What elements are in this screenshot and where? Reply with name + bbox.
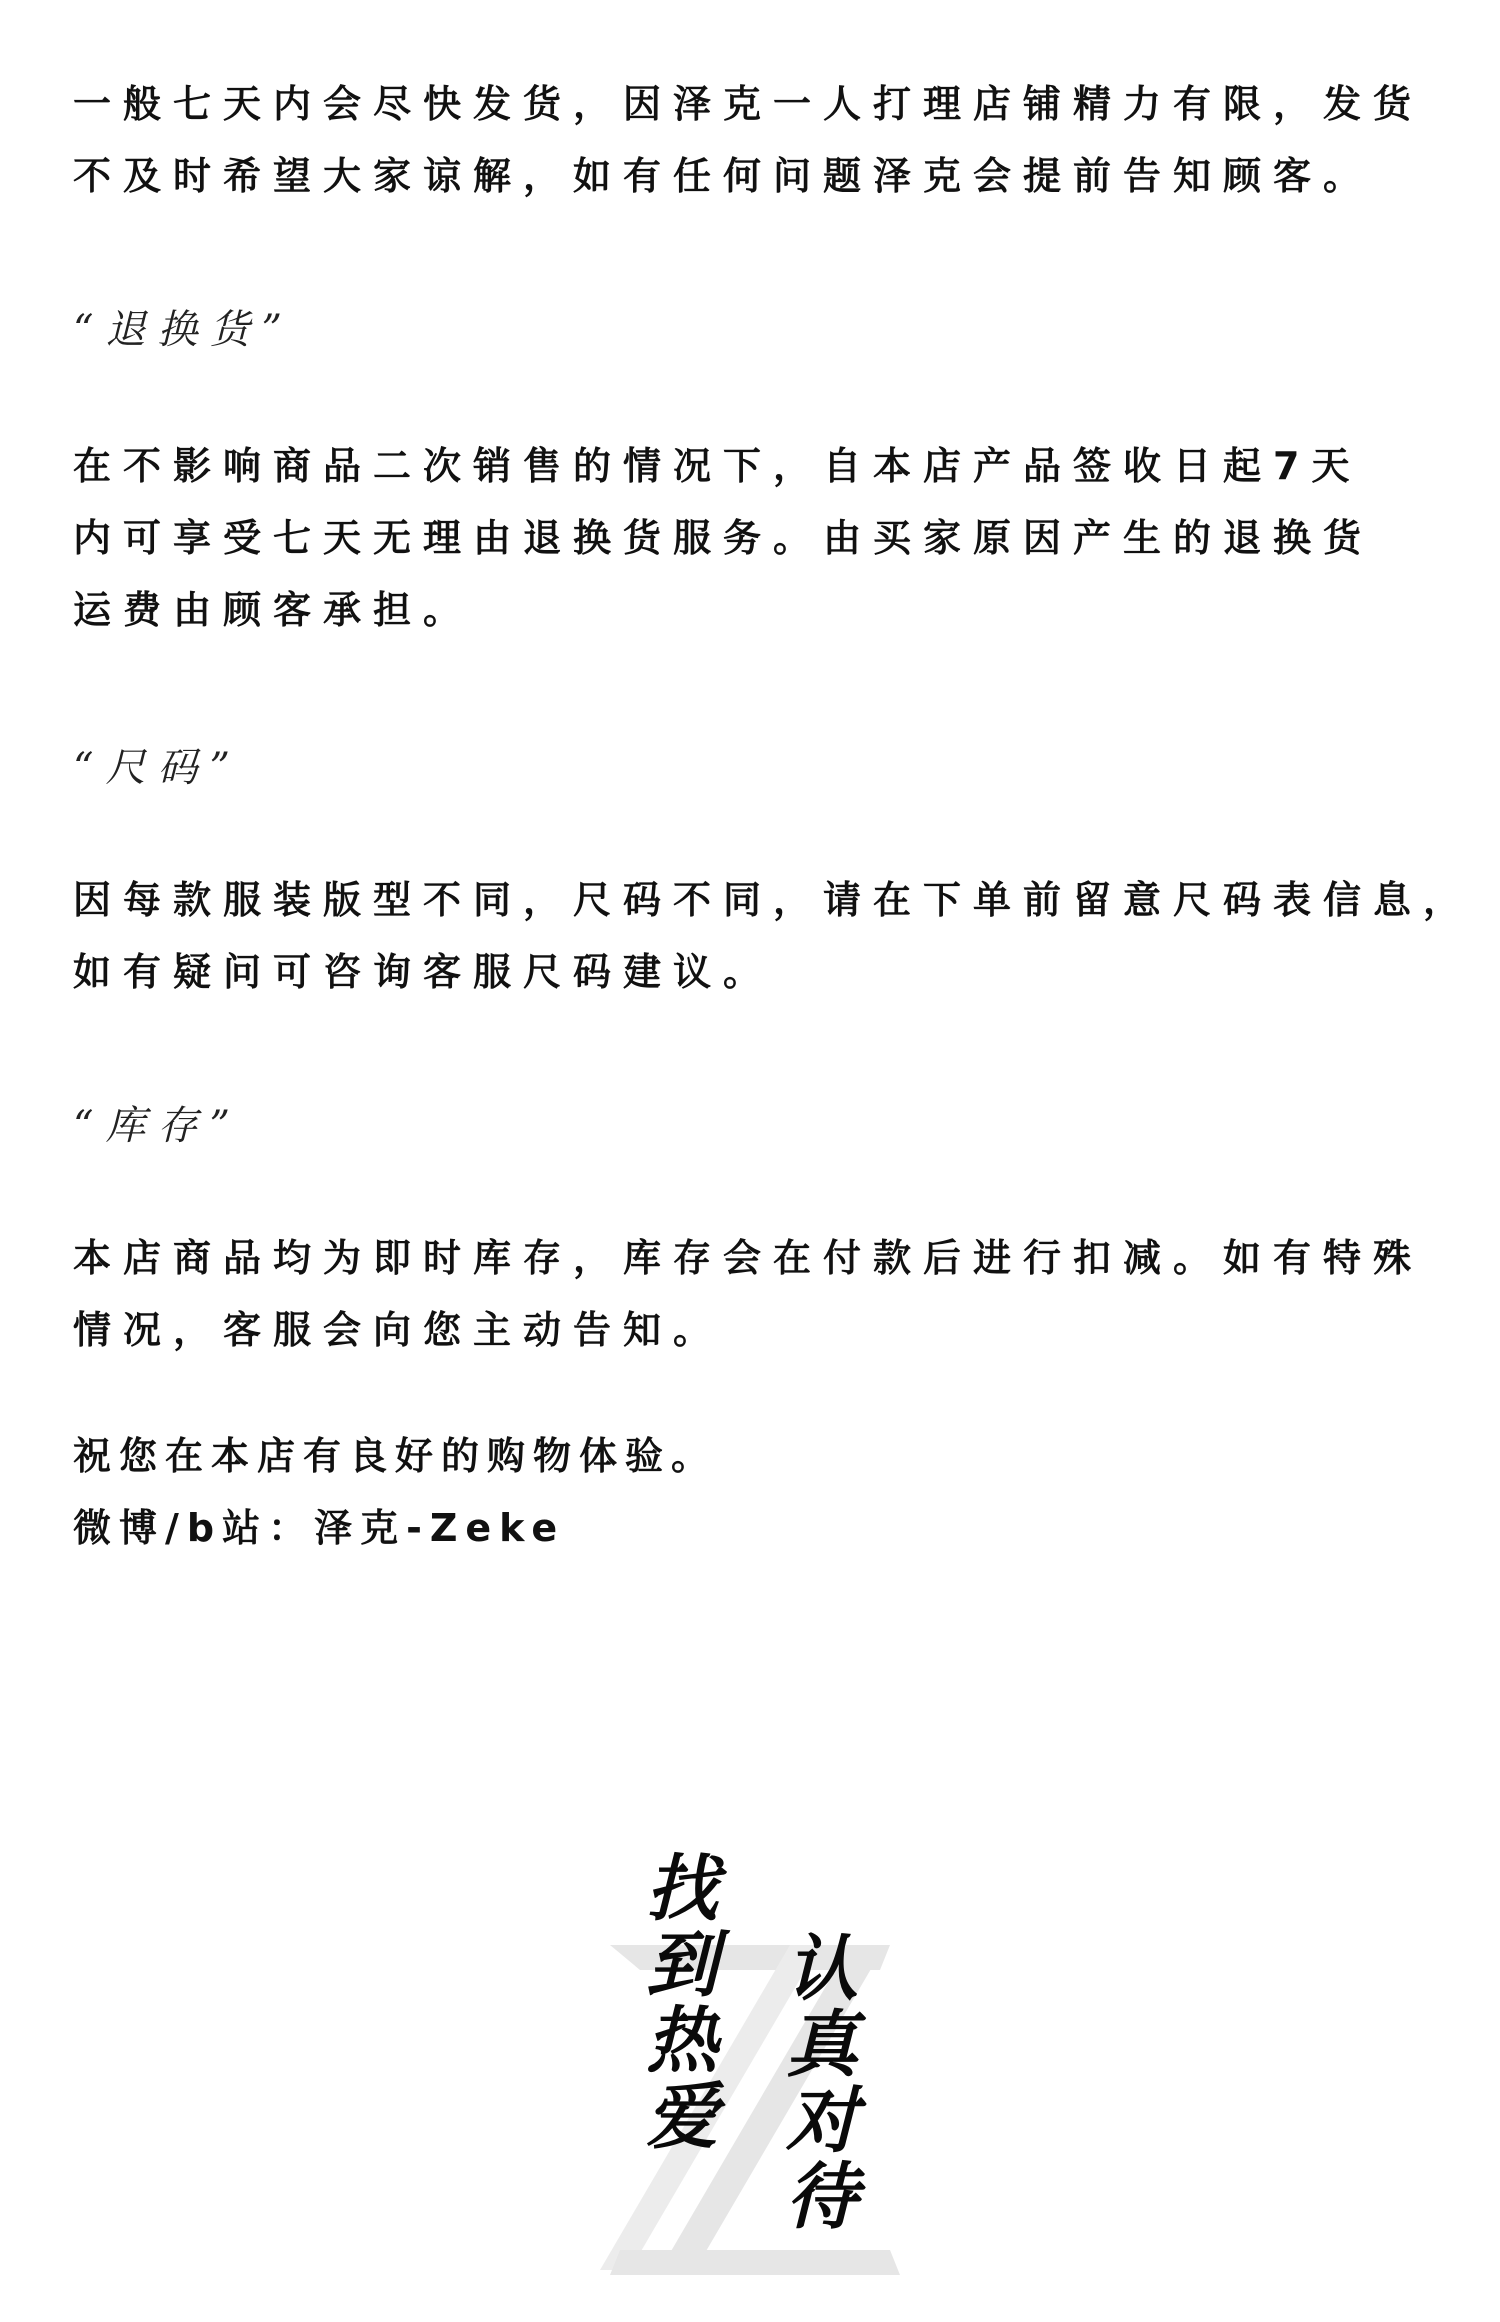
calligraphy-right-column: 认真对待 — [774, 1930, 859, 2234]
shipping-line-2: 不及时希望大家谅解，如有任何问题泽克会提前告知顾客。 — [73, 154, 1374, 198]
brand-calligraphy-logo — [600, 1850, 900, 2300]
size-heading: “尺码” — [73, 745, 242, 791]
returns-heading: “退换货” — [73, 307, 294, 353]
stock-line-2: 情况，客服会向您主动告知。 — [73, 1308, 724, 1352]
returns-line-1: 在不影响商品二次销售的情况下，自本店产品签收日起7天 — [73, 444, 1362, 488]
stock-line-1: 本店商品均为即时库存，库存会在付款后进行扣减。如有特殊 — [73, 1236, 1424, 1280]
shipping-line-1: 一般七天内会尽快发货，因泽克一人打理店铺精力有限，发货 — [73, 82, 1424, 126]
returns-line-3: 运费由顾客承担。 — [73, 588, 474, 632]
returns-line-2: 内可享受七天无理由退换货服务。由买家原因产生的退换货 — [73, 516, 1374, 560]
size-line-2: 如有疑问可咨询客服尺码建议。 — [73, 950, 774, 994]
stock-paragraph — [73, 1222, 1423, 1366]
footer-text — [73, 1420, 717, 1564]
calligraphy-left-column: 找到热爱 — [634, 1850, 719, 2154]
size-line-1: 因每款服装版型不同，尺码不同，请在下单前留意尺码表信息， — [73, 878, 1474, 922]
social-handle: 微博/b站：泽克-Zeke — [73, 1506, 566, 1550]
size-paragraph — [73, 864, 1473, 1008]
shipping-paragraph — [73, 68, 1423, 212]
stock-heading: “库存” — [73, 1103, 242, 1149]
closing-wish: 祝您在本店有良好的购物体验。 — [73, 1434, 718, 1478]
returns-paragraph — [73, 430, 1373, 646]
